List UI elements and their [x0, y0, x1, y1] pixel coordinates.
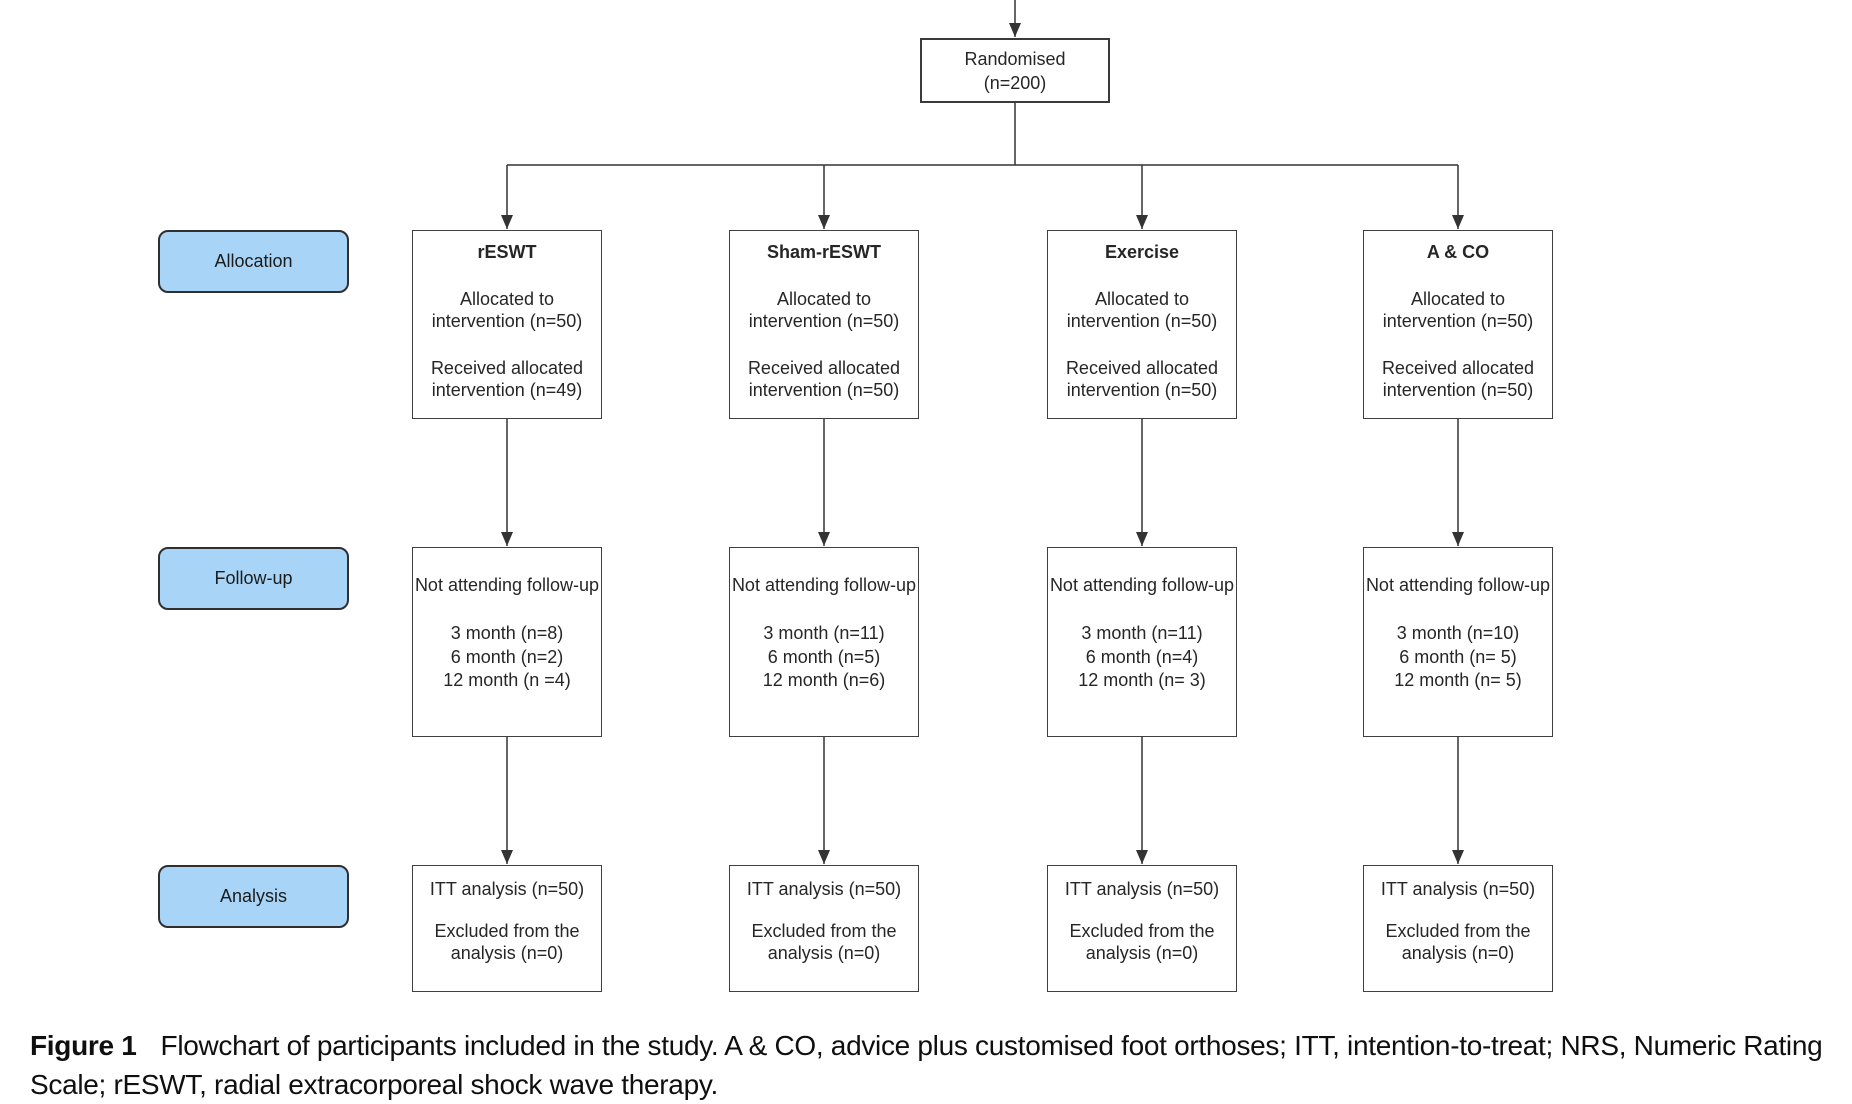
followup-3month: 3 month (n=11) — [1081, 623, 1203, 643]
followup-counts — [1365, 622, 1551, 693]
allocated-text: Allocated to intervention (n=50) — [1066, 289, 1218, 331]
itt-text: ITT analysis (n=50) — [1380, 879, 1536, 899]
figure-caption-label: Figure 1 — [30, 1030, 137, 1061]
followup-counts — [1049, 622, 1235, 693]
followup-box-reswt — [412, 547, 602, 737]
excluded-text: Excluded from the analysis (n=0) — [1069, 921, 1215, 963]
followup-title: Not attending follow-up — [1049, 575, 1235, 595]
received-text: Received allocated intervention (n=50) — [1065, 358, 1219, 400]
followup-counts — [731, 622, 917, 693]
received-text: Received allocated intervention (n=50) — [747, 358, 901, 400]
allocation-box-sham-reswt — [729, 230, 919, 419]
followup-box-exercise — [1047, 547, 1237, 737]
followup-12month: 12 month (n= 5) — [1394, 670, 1522, 690]
itt-text: ITT analysis (n=50) — [429, 879, 585, 899]
followup-title: Not attending follow-up — [414, 575, 600, 595]
received-text: Received allocated intervention (n=49) — [430, 358, 584, 400]
stage-label-text: Follow-up — [214, 568, 293, 588]
arm-title: A & CO — [1426, 242, 1490, 262]
stage-label-followup — [158, 547, 349, 610]
excluded-text: Excluded from the analysis (n=0) — [434, 921, 580, 963]
arm-title: rESWT — [477, 242, 537, 262]
followup-6month: 6 month (n= 5) — [1399, 646, 1517, 667]
figure-caption-text: Flowchart of participants included in the study. A & CO, advice plus customised foot orthoses; ITT, intention-to-treat; NRS, Numeric Rating Scale; rESWT, radial extracorporeal shock wave therapy. — [30, 1030, 1823, 1100]
analysis-box-exercise — [1047, 865, 1237, 992]
arm-title: Exercise — [1104, 242, 1180, 262]
itt-text: ITT analysis (n=50) — [1064, 879, 1220, 899]
followup-box-sham-reswt — [729, 547, 919, 737]
excluded-text: Excluded from the analysis (n=0) — [751, 921, 897, 963]
followup-counts — [414, 622, 600, 693]
excluded-text: Excluded from the analysis (n=0) — [1385, 921, 1531, 963]
stage-label-analysis — [158, 865, 349, 928]
analysis-box-a-and-co — [1363, 865, 1553, 992]
allocation-box-a-and-co — [1363, 230, 1553, 419]
followup-box-a-and-co — [1363, 547, 1553, 737]
allocation-box-exercise — [1047, 230, 1237, 419]
stage-label-allocation — [158, 230, 349, 293]
followup-3month: 3 month (n=11) — [763, 623, 885, 643]
followup-3month: 3 month (n=10) — [1396, 623, 1520, 643]
analysis-box-sham-reswt — [729, 865, 919, 992]
followup-6month: 6 month (n=2) — [450, 646, 564, 667]
allocation-box-reswt — [412, 230, 602, 419]
allocated-text: Allocated to intervention (n=50) — [748, 289, 900, 331]
stage-label-text: Allocation — [214, 251, 293, 271]
allocated-text: Allocated to intervention (n=50) — [431, 289, 583, 331]
received-text: Received allocated intervention (n=50) — [1381, 358, 1535, 400]
itt-text: ITT analysis (n=50) — [746, 879, 902, 899]
randomised-box — [920, 38, 1110, 103]
followup-12month: 12 month (n =4) — [443, 670, 571, 690]
followup-12month: 12 month (n= 3) — [1078, 670, 1206, 690]
followup-6month: 6 month (n=5) — [767, 646, 881, 667]
followup-12month: 12 month (n=6) — [762, 670, 886, 690]
allocated-text: Allocated to intervention (n=50) — [1382, 289, 1534, 331]
followup-3month: 3 month (n=8) — [450, 623, 564, 643]
randomised-line2: (n=200) — [983, 72, 1047, 93]
analysis-box-reswt — [412, 865, 602, 992]
randomised-line1: Randomised — [964, 48, 1066, 69]
followup-title: Not attending follow-up — [1365, 575, 1551, 595]
stage-label-text: Analysis — [219, 886, 288, 906]
followup-title: Not attending follow-up — [731, 575, 917, 595]
arm-title: Sham-rESWT — [766, 242, 881, 262]
followup-6month: 6 month (n=4) — [1085, 646, 1199, 667]
figure-caption — [30, 1026, 1830, 1104]
